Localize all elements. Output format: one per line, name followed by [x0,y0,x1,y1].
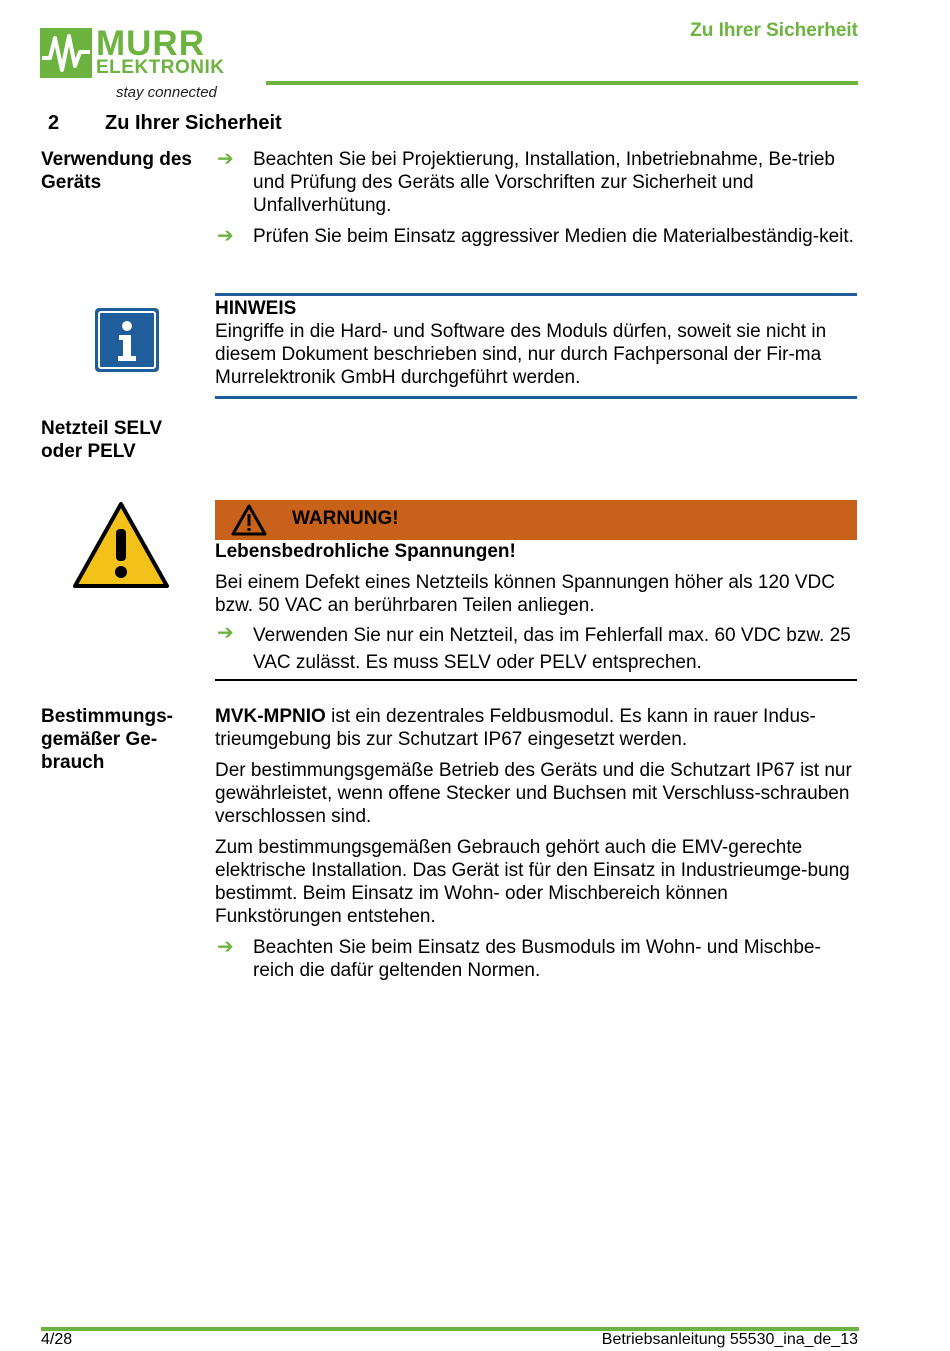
warning-bar [215,500,857,540]
product-name: MVK-MPNIO [215,706,326,727]
arrow-icon: ➔ [217,225,234,247]
intended-use-label: Bestimmungs-gemäßer Ge-brauch [41,706,173,773]
arrow-icon: ➔ [217,622,234,644]
warning-bottom-rule [215,679,857,681]
intended-paragraph-1-text: ist ein dezentrales Feldbusmodul. Es kann in rauer Indus-trieumgebung bis zur Schutzart IP67 eingesetzt werden. [215,706,816,750]
notice-text: Eingriffe in die Hard- und Software des Moduls dürfen, soweit sie nicht in diesem Dokument beschrieben sind, nur durch Fachpersonal der Fir-ma Murrelektronik GmbH durchgeführt werden. [215,321,827,388]
section-number: 2 [48,112,60,134]
warning-triangle-icon [72,501,170,589]
page-number: 4/28 [41,1331,73,1348]
info-icon [94,307,160,373]
warning-label: WARNUNG! [292,508,399,529]
power-label: Netzteil SELV oder PELV [41,418,163,462]
warning-bullet: Verwenden Sie nur ein Netzteil, das im Fehlerfall max. 60 VDC bzw. 25 VAC zulässt. Es muss SELV oder PELV entsprechen. [253,625,851,673]
intended-paragraph-3: Zum bestimmungsgemäßen Gebrauch gehört auch die EMV-gerechte elektrische Installation. Das Gerät ist für den Einsatz in Industrieumge-bung bestimmt. Beim Einsatz im Wohn- oder Mischbereich können Funkstörungen entstehen. [215,837,850,927]
warning-small-icon [230,503,268,537]
logo-mark-icon [40,28,92,78]
logo-word-murr: MURR [96,24,205,63]
document-id: Betriebsanleitung 55530_ina_de_13 [601,1331,858,1348]
warning-heading: Lebensbedrohliche Spannungen! [215,541,516,562]
notice-top-rule [215,293,857,296]
notice-heading: HINWEIS [215,298,297,319]
intended-paragraph-1 [215,705,859,751]
intended-bullet: Beachten Sie beim Einsatz des Busmoduls im Wohn- und Mischbe-reich die dafür geltenden Normen. [253,937,821,981]
intended-paragraph-2: Der bestimmungsgemäße Betrieb des Geräts und die Schutzart IP67 ist nur gewährleistet, wenn offene Stecker und Buchsen mit Verschluss-schrauben verschlossen sind. [215,760,852,827]
running-header-title: Zu Ihrer Sicherheit [690,20,858,41]
logo-tagline: stay connected [116,84,217,101]
logo-word-elektronik: ELEKTRONIK [96,57,225,78]
arrow-icon: ➔ [217,936,234,958]
use-bullet-1: Beachten Sie bei Projektierung, Installation, Inbetriebnahme, Be-trieb und Prüfung des Geräts alle Vorschriften zur Sicherheit und Unfallverhütung. [253,149,835,216]
use-label: Verwendung des Geräts [41,149,192,193]
warning-text: Bei einem Defekt eines Netzteils können Spannungen höher als 120 VDC bzw. 50 VAC an berührbaren Teilen anliegen. [215,572,835,616]
section-title: Zu Ihrer Sicherheit [105,112,282,134]
notice-bottom-rule [215,396,857,399]
arrow-icon: ➔ [217,148,234,170]
use-bullet-2: Prüfen Sie beim Einsatz aggressiver Medien die Materialbeständig-keit. [253,226,854,247]
murr-logo [40,24,225,106]
header-rule [266,81,858,85]
